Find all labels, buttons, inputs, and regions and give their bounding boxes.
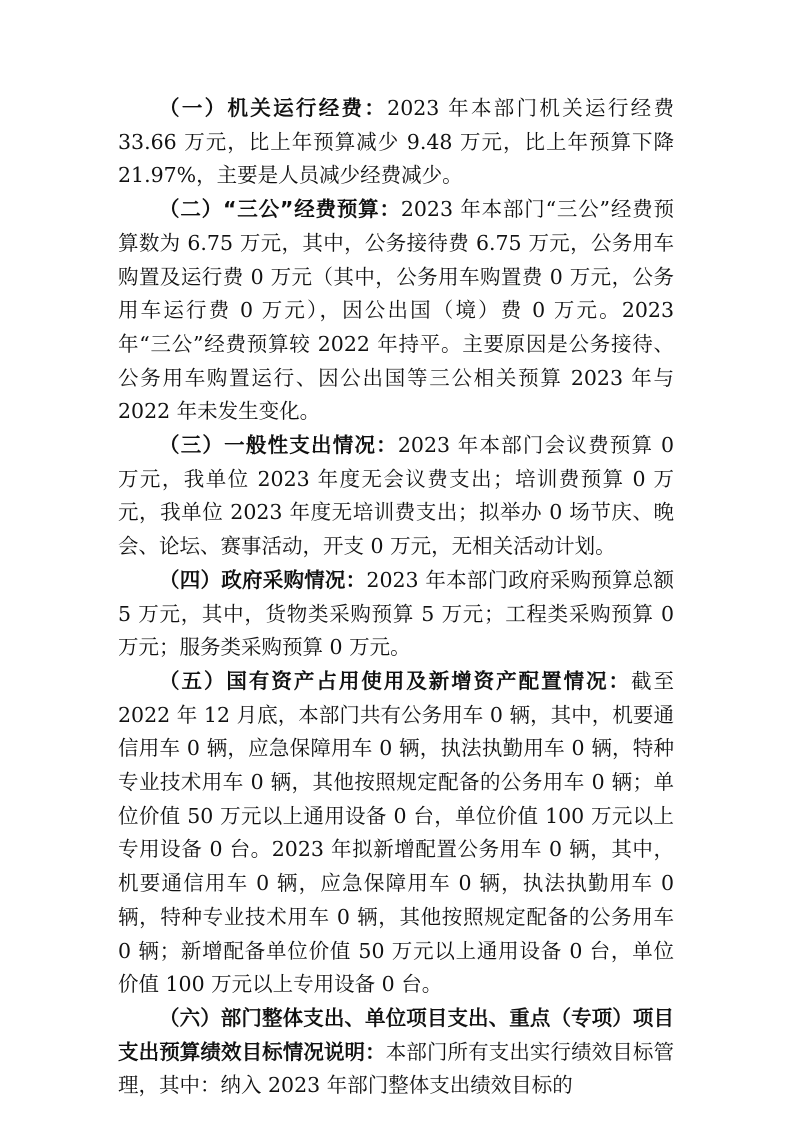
paragraph-performance-goals [118,1002,674,1103]
paragraph-body: 2023 年本部门“三公”经费预算数为 6.75 万元，其中，公务接待费 6.75 万元，公务用车购置及运行费 0 万元（其中，公务用车购置费 0 万元，公务用车运行费 0 万元），因公出国（境）费 0 万元。2023 年“三公”经费预算较 2022 年持平。主要原因是公务接待、公务用车购置运行、因公出国等三公相关预算 2023 年与 2022 年未发生变化。 [118,197,674,424]
paragraph-operating-expenses [118,92,674,193]
paragraph-heading: （六）部门整体支出、单位项目支出、重点（专项）项目支出预算绩效目标情况说明： [118,1005,674,1064]
paragraph-heading: （五）国有资产占用使用及新增资产配置情况： [159,668,632,693]
paragraph-heading: （一）机关运行经费： [159,96,388,120]
paragraph-state-assets [118,665,674,1002]
document-page [118,92,674,1103]
paragraph-body: 本部门所有支出实行绩效目标管理，其中：纳入 2023 年部门整体支出绩效目标的 [118,1039,674,1098]
paragraph-three-public-expenses [118,193,674,429]
paragraph-body: 2023 年本部门会议费预算 0 万元，我单位 2023 年度无会议费支出；培训费预算 0 万元，我单位 2023 年度无培训费支出；拟举办 0 场节庆、晚会、论坛、赛事活动，开支 0 万元，无相关活动计划。 [118,433,674,559]
paragraph-body: 截至 2022 年 12 月底，本部门共有公务用车 0 辆，其中，机要通信用车 0 辆，应急保障用车 0 辆，执法执勤用车 0 辆，特种专业技术用车 0 辆，其他按照规定配备的公务用车 0 辆；单位价值 50 万元以上通用设备 0 台，单位价值 100 万元以上专用设备 0 台。2023 年拟新增配置公务用车 0 辆，其中，机要通信用车 0 辆，应急保障用车 0 辆，执法执勤用车 0 辆，特种专业技术用车 0 辆，其他按照规定配备的公务用车 0 辆；新增配备单位价值 50 万元以上通用设备 0 台，单位价值 100 万元以上专用设备 0 台。 [118,668,675,997]
paragraph-government-procurement [118,564,674,665]
paragraph-heading: （三）一般性支出情况： [159,433,398,458]
paragraph-body: 2023 年本部门机关运行经费 33.66 万元，比上年预算减少 9.48 万元，比上年预算下降 21.97%，主要是人员减少经费减少。 [118,96,674,188]
paragraph-heading: （四）政府采购情况： [159,567,367,592]
paragraph-heading: （二）“三公”经费预算： [159,197,401,222]
paragraph-general-expenditure [118,429,674,564]
paragraph-body: 2023 年本部门政府采购预算总额 5 万元，其中，货物类采购预算 5 万元；工程类采购预算 0 万元；服务类采购预算 0 万元。 [118,567,675,660]
